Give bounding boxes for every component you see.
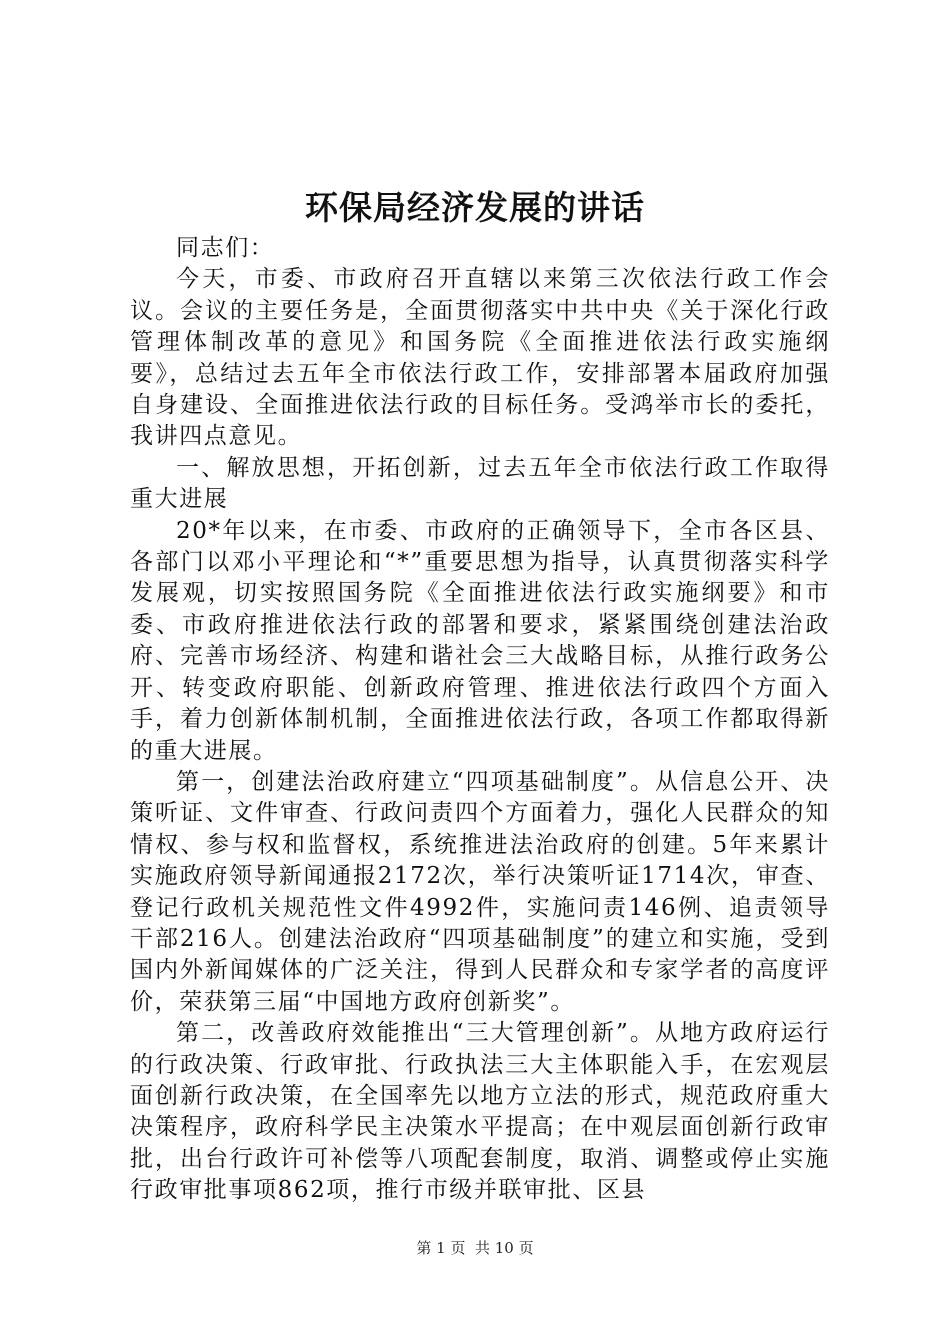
section-heading: 一、解放思想，开拓创新，过去五年全市依法行政工作取得重大进展 (130, 454, 830, 513)
first-point-paragraph: 第一，创建法治政府建立“四项基础制度”。从信息公开、决策听证、文件审查、行政问责四个方面着力，强化人民群众的知情权、参与权和监督权，系统推进法治政府的创建。5年来累计实施政府领导新闻通报2172次，举行决策听证1714次，审查、登记行政机关规范性文件4992件，实施问责146例、追责领导干部216人。创建法治政府“四项基础制度”的建立和实施，受到国内外新闻媒体的广泛关注，得到人民群众和专家学者的高度评价，荣获第三届“中国地方政府创新奖”。 (130, 768, 830, 1015)
page-number-label: 第 1 页 共 10 页 (416, 1239, 534, 1257)
document-body (130, 233, 830, 1207)
second-point-paragraph: 第二，改善政府效能推出“三大管理创新”。从地方政府运行的行政决策、行政审批、行政执法三大主体职能入手，在宏观层面创新行政决策，在全国率先以地方立法的形式，规范政府重大决策程序，政府科学民主决策水平提高；在中观层面创新行政审批，出台行政许可补偿等八项配套制度，取消、调整或停止实施行政审批事项862项，推行市级并联审批、区县 (130, 1020, 830, 1204)
salutation-paragraph: 同志们： (176, 235, 275, 261)
intro-paragraph: 今天，市委、市政府召开直辖以来第三次依法行政工作会议。会议的主要任务是，全面贯彻落实中共中央《关于深化行政管理体制改革的意见》和国务院《全面推进依法行政实施纲要》，总结过去五年全市依法行政工作，安排部署本届政府加强自身建设、全面推进依法行政的目标任务。受鸿举市长的委托，我讲四点意见。 (130, 266, 830, 450)
progress-paragraph: 20*年以来，在市委、市政府的正确领导下，全市各区县、各部门以邓小平理论和“*”重要思想为指导，认真贯彻落实科学发展观，切实按照国务院《全面推进依法行政实施纲要》和市委、市政府推进依法行政的部署和要求，紧紧围绕创建法治政府、完善市场经济、构建和谐社会三大战略目标，从推行政务公开、转变政府职能、创新政府管理、推进依法行政四个方面入手，着力创新体制机制，全面推进依法行政，各项工作都取得新的重大进展。 (130, 517, 830, 764)
page-footer (0, 1238, 950, 1258)
document-title: 环保局经济发展的讲话 (305, 188, 645, 227)
